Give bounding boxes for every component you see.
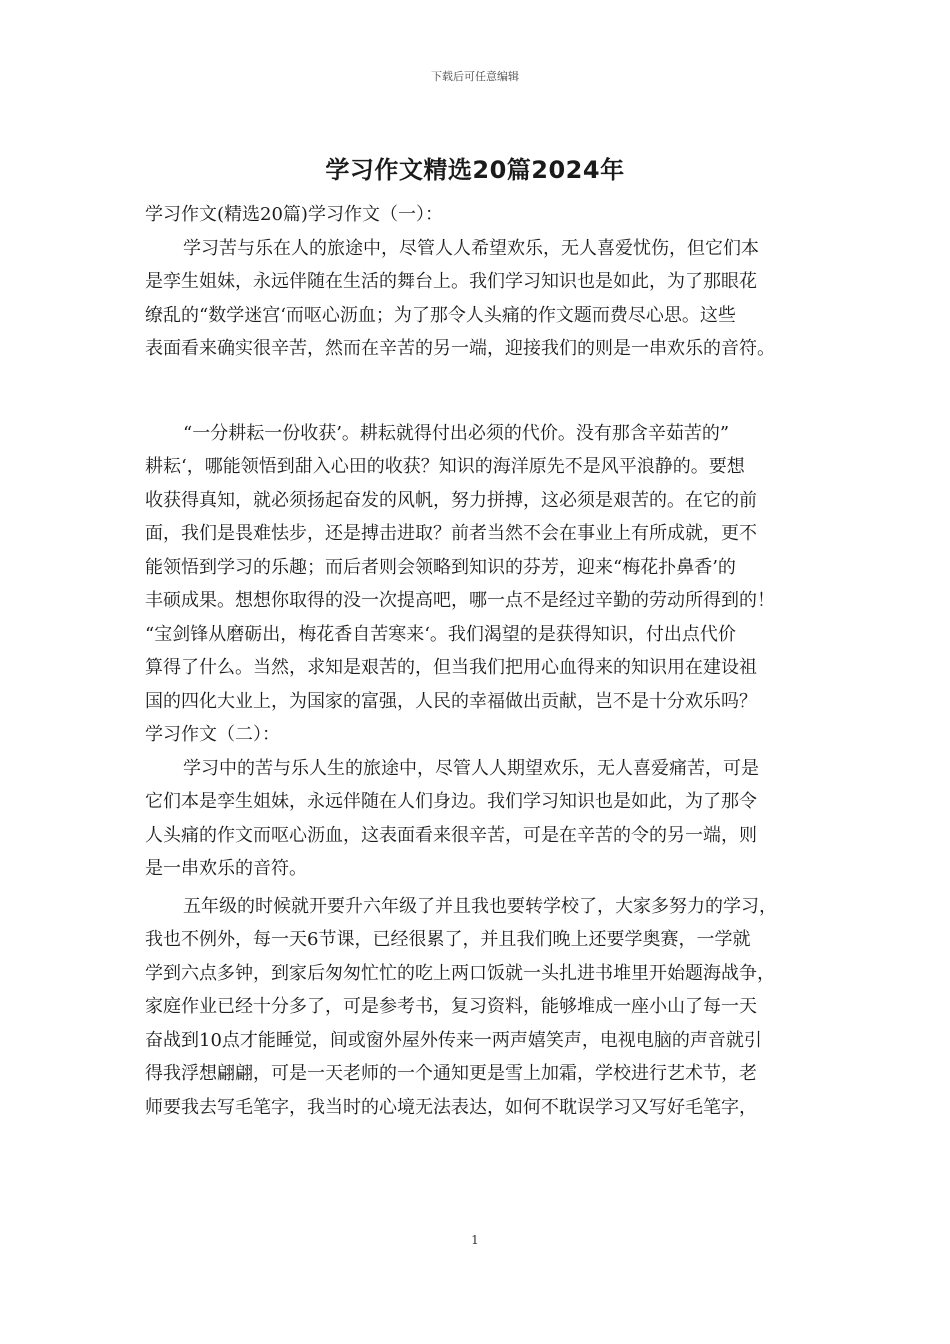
paragraph-line: 表面看来确实很辛苦，然而在辛苦的另一端，迎接我们的则是一串欢乐的音符。	[145, 338, 775, 359]
paragraph-line: 是一串欢乐的音符。	[145, 858, 307, 879]
page-number: 1	[471, 1233, 479, 1247]
paragraph	[145, 417, 813, 719]
paragraph-line: 得我浮想翩翩，可是一天老师的一个通知更是雪上加霜，学校进行艺术节，老	[145, 1063, 757, 1084]
paragraph-line: 学习中的苦与乐人生的旅途中，尽管人人期望欢乐，无人喜爱痛苦，可是	[183, 757, 759, 779]
paragraph-line: 它们本是孪生姐妹，永远伴随在人们身边。我们学习知识也是如此，为了那令	[145, 791, 757, 812]
paragraph-line: 耕耘‘，哪能领悟到甜入心田的收获？知识的海洋原先不是风平浪静的。要想	[145, 456, 745, 477]
paragraph	[145, 232, 813, 366]
paragraph-line: 师要我去写毛笔字，我当时的心境无法表达，如何不耽误学习又写好毛笔字，	[145, 1096, 757, 1118]
section-heading: 学习作文（二）：	[145, 724, 280, 745]
document-title: 学习作文精选20篇2024年	[325, 156, 625, 184]
paragraph-line: 学到六点多钟，到家后匆匆忙忙的吃上两口饭就一头扎进书堆里开始题海战争，	[145, 962, 775, 984]
paragraph-line: 缭乱的“数学迷宫‘而呕心沥血；为了那令人头痛的作文题而费尽心思。这些	[145, 304, 736, 326]
paragraph	[145, 890, 813, 1125]
paragraph	[145, 752, 813, 886]
paragraph-line: 国的四化大业上，为国家的富强，人民的幸福做出贡献，岂不是十分欢乐吗？	[145, 690, 757, 712]
paragraph-line: 能领悟到学习的乐趣；而后者则会领略到知识的芬芳，迎来“梅花扑鼻香’的	[145, 556, 736, 578]
paragraph-line: 学习苦与乐在人的旅途中，尽管人人希望欢乐，无人喜爱忧伤，但它们本	[183, 237, 759, 259]
paragraph-line: 五年级的时候就开要升六年级了并且我也要转学校了，大家多努力的学习，	[183, 895, 777, 917]
paragraph-line: 人头痛的作文而呕心沥血，这表面看来很辛苦，可是在辛苦的令的另一端，则	[145, 824, 757, 846]
paragraph-line: 丰硕成果。想想你取得的没一次提高吧，哪一点不是经过辛勤的劳动所得到的！	[145, 590, 775, 611]
paragraph-line: 面，我们是畏难怯步，还是搏击进取？前者当然不会在事业上有所成就，更不	[145, 523, 757, 544]
paragraph-line: 收获得真知，就必须扬起奋发的风帆，努力拼搏，这必须是艰苦的。在它的前	[145, 489, 757, 511]
header-note: 下载后可任意编辑	[431, 70, 519, 83]
document-body	[145, 198, 813, 1124]
section-intro-line: 学习作文(精选20篇)学习作文（一）：	[145, 204, 443, 225]
paragraph-line: 是孪生姐妹，永远伴随在生活的舞台上。我们学习知识也是如此，为了那眼花	[145, 271, 757, 292]
paragraph-line: “一分耕耘一份收获’。耕耘就得付出必须的代价。没有那含辛茹苦的”	[183, 422, 730, 444]
paragraph-gap	[145, 366, 813, 417]
paragraph-line: “宝剑锋从磨砺出，梅花香自苦寒来‘。我们渴望的是获得知识，付出点代价	[145, 623, 736, 645]
paragraph-line: 我也不例外，每一天6节课，已经很累了，并且我们晚上还要学奥赛，一学就	[145, 929, 751, 950]
paragraph-line: 家庭作业已经十分多了，可是参考书，复习资料，能够堆成一座小山了每一天	[145, 996, 757, 1017]
paragraph-line: 奋战到10点才能睡觉，间或窗外屋外传来一两声嬉笑声，电视电脑的声音就引	[145, 1029, 762, 1051]
paragraph-line: 算得了什么。当然，求知是艰苦的，但当我们把用心血得来的知识用在建设祖	[145, 657, 757, 678]
